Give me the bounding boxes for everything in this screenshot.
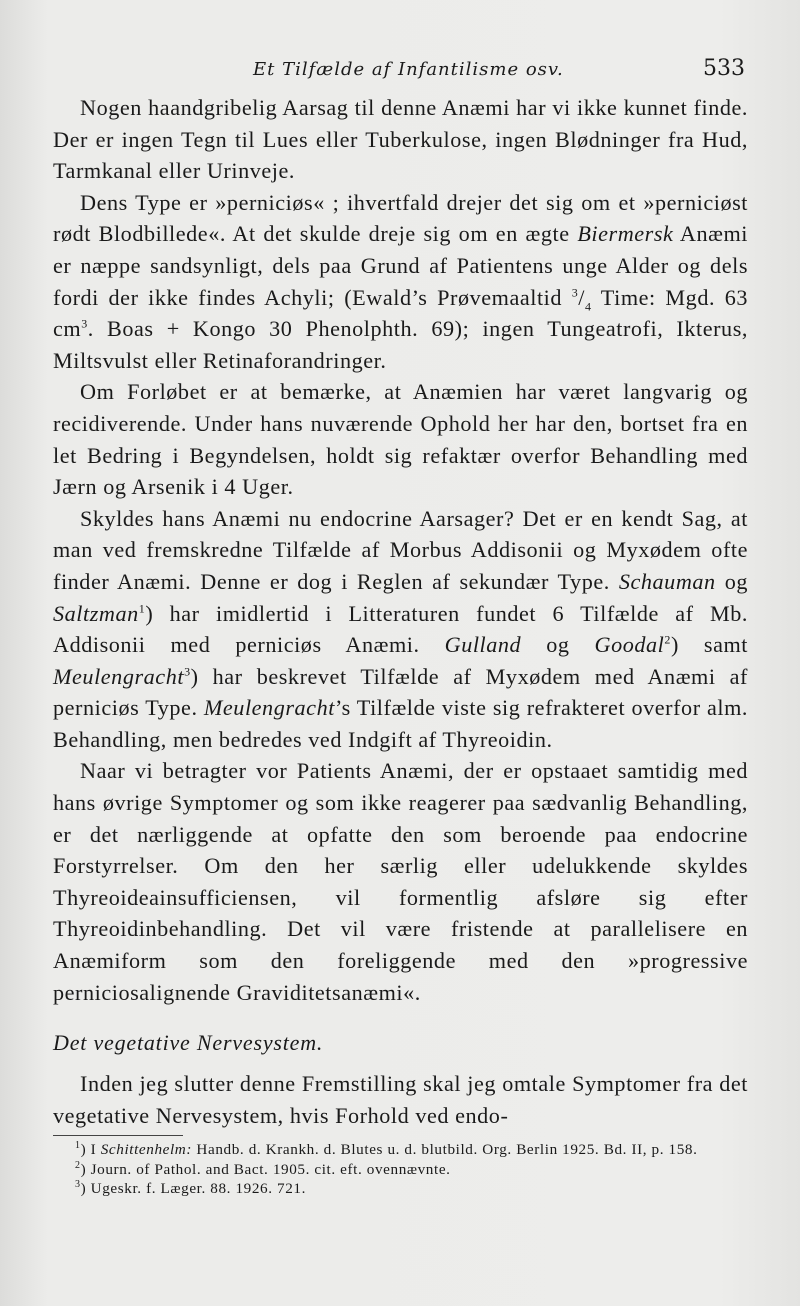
footnotes <box>53 1140 748 1199</box>
author-name: Saltzman <box>53 600 139 626</box>
section-paragraph: Inden jeg slutter denne Fremstilling skal jeg omtale Symptomer fra det vegetative Nervesystem, hvis Forhold ved endo- <box>53 1071 748 1128</box>
footnote-ref: 3 <box>184 664 191 679</box>
footnote-2: $^2$) Journ. of Pathol. and Bact. 1905. cit. eft. ovennævnte. <box>75 1159 451 1178</box>
paragraph-5: Naar vi betragter vor Patients Anæmi, der er opstaaet samtidig med hans øvrige Symptomer og som ikke reagerer paa sædvanlig Behandling, er det nærliggende at opfatte den som beroende paa endocrine Forstyrrelser. Om den her særlig eller udelukkende skyldes Thyreoideainsufficiensen, vil formentlig afsløre sig efter Thyreoidinbehandling. Det vil være fristende at parallelisere en Anæmiform som den foreliggende med den »progressive perniciosalignende Graviditetsanæmi«. <box>53 758 748 1005</box>
paragraph-2: Dens Type er »perniciøs« ; ihvertfald drejer det sig om et »perniciøst rødt Blodbillede«. At det skulde dreje sig om en ægte Biermersk Anæmi er næppe sandsynligt, dels paa Grund af Patientens unge Alder og dels fordi der ikke findes Achyli; (Ewald’s Prøvemaaltid $^3/_4$ Time: Mgd. 63 $cm^3$. Boas + Kongo 30 Phenolphth. 69); ingen Tungeatrofi, Ikterus, Miltsvulst eller Retinaforandringer. <box>53 189 749 373</box>
author-name: Goodal <box>594 632 665 658</box>
author-name: Schauman <box>618 568 716 594</box>
paragraph-4: Skyldes hans Anæmi nu endocrine Aarsager? Det er en kendt Sag, at man ved fremskredne Tilfælde af Morbus Addisonii og Myxødem ofte finder Anæmi. Denne er dog i Reglen af sekundær Type. Schauman og Saltzman$^1$) har imidlertid i Litteraturen fundet 6 Tilfælde af Mb. Addisonii med perniciøs Anæmi. Gulland og Goodal$^2$) samt Meulengracht$^3$) har beskrevet Tilfælde af Myxødem med Anæmi af perniciøs Type. Meulengracht’s Tilfælde viste sig refrakteret overfor alm. Behandling, men bedredes ved Indgift af Thyreoidin. <box>53 505 749 752</box>
section-heading: Det vegetative Nervesystem. <box>53 1030 324 1055</box>
author-name: Meulengracht <box>203 695 335 721</box>
footnote-ref: 2 <box>664 632 671 647</box>
author-name: Gulland <box>444 632 522 658</box>
running-title: Et Tilfælde af Infantilisme osv. <box>253 59 564 80</box>
paragraph-3: Om Forløbet er at bemærke, at Anæmien har været langvarig og recidiverende. Under hans nuværende Ophold her har den, bortset fra en let Bedring i Begyndelsen, holdt sig refaktær overfor Behandling med Jærn og Arsenik i 4 Uger. <box>53 379 748 500</box>
footnote-divider <box>53 1135 183 1136</box>
author-name: Biermersk <box>577 221 674 247</box>
page-number: 533 <box>703 56 745 81</box>
paragraph-1: Nogen haandgribelig Aarsag til denne Anæmi har vi ikke kunnet finde. Der er ingen Tegn til Lues eller Tuberkulose, ingen Blødninger fra Hud, Tarmkanal eller Urinveje. <box>53 95 748 184</box>
author-name: Meulengracht <box>53 663 185 689</box>
footnote-1: $^1$) I Schittenhelm: Handb. d. Krankh. d. Blutes u. d. blutbild. Org. Berlin 1925. Bd. II, p. 158. <box>75 1139 698 1158</box>
page-header <box>0 56 800 86</box>
author-name: Schittenhelm: <box>100 1141 193 1158</box>
footnote-3: $^3$) Ugeskr. f. Læger. 88. 1926. 721. <box>75 1178 307 1197</box>
main-text <box>53 92 748 1008</box>
footnote-ref: 1 <box>138 601 146 616</box>
